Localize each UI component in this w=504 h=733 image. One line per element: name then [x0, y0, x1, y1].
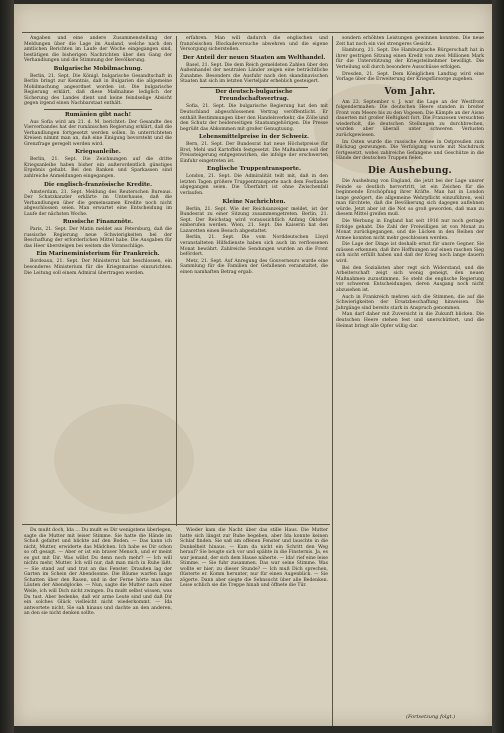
- article-text: Sofia, 21. Sept. Die bulgarische Regierung hat den mit Deutschland abgeschlossenen Vertrag veröffentlicht. Er enthält Bestimmungen über den Handelsverkehr, die Zölle und den Schutz der beiderseitigen Staatsangehörigen. Die Presse begrüßt das Abkommen mit großer Genugtuung.: [180, 104, 328, 132]
- article-text: Hamburg, 21. Sept. Die Hamburgische Bürgerschaft hat in ihrer gestrigen Sitzung einen Kredit von zwei Millionen Mark für die Unterstützung der Kriegsteilnehmer bewilligt. Die Verteilung soll durch besondere Ausschüsse erfolgen.: [336, 48, 484, 70]
- section-heading: Ein Marineministerium für Frankreich.: [36, 251, 160, 258]
- article-text: Die Aushebung von England, die jetzt bei der Lage unsrer Feinde so deutlich hervortritt, ist ein Zeichen für die beginnende Erschöpfung ihrer Kräfte. Man hat in London lange gezögert, die allgemeine Wehrpflicht einzuführen, weil man fürchtete, daß die Bevölkerung sich dagegen auflehnen würde. Jetzt aber ist die Not so groß geworden, daß man zu diesem Mittel greifen muß.: [336, 178, 484, 218]
- section-heading: Kriegsanleihe.: [75, 149, 121, 156]
- article-text: erfahren. Man will dadurch die englischen und französischen Blockadeversuche abwehren und die eigene Versorgung sicherstellen.: [180, 36, 328, 53]
- left-page-edge: [0, 0, 14, 733]
- section-heading: Russische Finanznöte.: [62, 219, 134, 226]
- column-1: [24, 36, 172, 277]
- section-heading: Lebensmittelpreise in der Schweiz.: [199, 134, 309, 141]
- newspaper-page: [14, 4, 492, 726]
- article-text: Bern, 21. Sept. Der Bundesrat hat neue Höchstpreise für Brot, Mehl und Kartoffeln festgesetzt. Die Maßnahme soll der Preissteigerung entgegenwirken, die infolge der erschwerten Einfuhr eingetreten ist.: [180, 142, 328, 164]
- column-2: [180, 36, 328, 277]
- section-heading: Kleine Nachrichten.: [222, 198, 286, 205]
- article-text: Paris, 21. Sept. Der Matin meldet aus Petersburg, daß die russische Regierung neue Schwierigkeiten bei der Beschaffung der erforderlichen Mittel habe. Die Ausgaben für das Heer übersteigen bei weitem die Voranschläge.: [24, 227, 172, 249]
- article-text: Berlin, 21. Sept. Die Königl. bulgarische Gesandtschaft in Berlin bringt zur Kenntnis, daß in Bulgarien die allgemeine Mobilmachung angeordnet worden ist. Die bulgarische Regierung erklärt, daß diese Maßnahme lediglich der Sicherung des Landes dient und keine feindselige Absicht gegen irgend einen Nachbarstaat enthält.: [24, 73, 172, 107]
- section-heading: Rumänien gibt nach!: [64, 111, 132, 118]
- section-heading: Bulgarische Mobilmachung.: [53, 65, 143, 72]
- article-text: sondern erhöhten Leistungen gewinnen konnten. Die neue Zeit hat noch ein viel strengeres Gesicht.: [336, 36, 484, 47]
- article-text: Auch in Frankreich mehren sich die Stimmen, die auf die Schwierigkeiten der Ersatzbeschaffung hinweisen. Die Jahrgänge sind bereits stark in Anspruch genommen.: [336, 294, 484, 311]
- novel-text: Du mußt doch, Ida ... Du mußt es Dir wenigstens überlegen, sagte die Mutter mit leiser Stimme. Sie hatte die Hände im Schoß gefaltet und blickte auf den Boden. — Das kann ich nicht, Mutter, erwiderte das Mädchen. Ich habe es Dir schon so oft gesagt. — Aber er ist ein braver Mensch, und er meint es gut mit Dir. Was willst Du denn noch mehr? — Ich will nichts mehr, Mutter. Ich will nur, daß man mich in Ruhe läßt. — Sie stand auf und trat an das Fenster. Draußen lag der Garten im Schein der Abendsonne. Die Bäume warfen lange Schatten über den Rasen, und in der Ferne hörte man das Läuten der Abendglocke. — Nun, sagte die Mutter nach einer Weile, ich will Dich nicht zwingen. Du mußt selbst wissen, was Du tust. Aber bedenke, daß wir arme Leute sind und daß Dir ein solches Glück vielleicht nicht wiederkommt. — Ida antwortete nicht. Sie sah hinaus und dachte an den anderen, an den sie nicht denken sollte.: [24, 528, 172, 617]
- article-text: Die Lage der Dinge ist deshalb ernst für unsre Gegner. Sie müssen erkennen, daß ihre Hoffnungen auf einen raschen Sieg sich nicht erfüllt haben und daß der Krieg noch lange dauern wird.: [336, 242, 484, 264]
- article-text: Metz, 21. Sept. Auf Anregung des Gouverneurs wurde eine Sammlung für die Familien der Gefallenen veranstaltet, die einen namhaften Betrag ergab.: [180, 258, 328, 275]
- feuilleton-column-2: [180, 528, 328, 590]
- column-rule-1: [176, 36, 177, 526]
- section-heading: Der Anteil der neuen Staaten am Welthandel.: [182, 54, 326, 61]
- right-page-edge: [492, 0, 504, 733]
- article-text: Bordeaux, 21. Sept. Der Ministerrat hat beschlossen, ein besonderes Ministerium für die Kriegsmarine einzurichten. Die Leitung soll einem Admiral übertragen werden.: [24, 259, 172, 276]
- article-text: Angaben und eine andere Zusammenstellung der Meldungen über die Lage im Ausland, welche nach den amtlichen Berichten im Laufe der Woche eingegangen sind, bestätigen die bisherigen Nachrichten über den Gang der Verhandlungen und die Stimmung der Bevölkerung.: [24, 36, 172, 64]
- section-heading: Die englisch-französische Kredite.: [43, 181, 153, 188]
- article-text: Im Osten wurde die russische Armee in Ostpreußen zum Rückzug gezwungen. Die Verfolgung wurde mit Nachdruck fortgesetzt, wobei zahlreiche Gefangene und Geschütze in die Hände der deutschen Truppen fielen.: [336, 139, 484, 162]
- column-3: [336, 36, 484, 330]
- section-title: Vom Jahr.: [384, 86, 436, 97]
- top-rule: [22, 32, 484, 33]
- article-text: Berlin, 21. Sept. Die vom Norddeutschen Lloyd veranstalteten Hilfsdienste haben sich auch im verflossenen Monat bewährt. Zahlreiche Sendungen wurden an die Front befördert.: [180, 235, 328, 258]
- article-text: Amsterdam, 21. Sept. Meldung des Reuterschen Bureaus. Der Schatzkanzler erklärte im Unterhause, daß die Verhandlungen über die gemeinsamen Kredite noch nicht abgeschlossen seien. Man erwartet eine Entscheidung im Laufe der nächsten Woche.: [24, 189, 172, 217]
- separator: [200, 87, 308, 88]
- article-text: Die Werbung in England hat seit 1916 nur noch geringe Erfolge gehabt. Die Zahl der Freiwilligen ist von Monat zu Monat zurückgegangen, und die Lücken in den Reihen der Armee konnten nicht mehr geschlossen werden.: [336, 218, 484, 241]
- separator: [44, 109, 152, 110]
- article-text: Man darf daher mit Zuversicht in die Zukunft blicken. Die deutschen Heere stehen fest und unerschüttert, und die Heimat bringt alle Opfer willig dar.: [336, 312, 484, 329]
- article-text: Berlin, 21. Sept. Die Zeichnungen auf die dritte Kriegsanleihe haben bisher ein außerordentlich günstiges Ergebnis gehabt. Bei den Banken und Sparkassen sind zahlreiche Anmeldungen eingegangen.: [24, 157, 172, 179]
- feuilleton-column-1: [24, 528, 172, 618]
- continuation-note: (Fortsetzung folgt.): [406, 714, 456, 720]
- section-heading: Der deutsch-bulgarische Freundschaftsvertrag.: [215, 89, 293, 103]
- novel-text: Wieder kam die Nacht über das stille Haus. Die Mutter hatte sich längst zur Ruhe begeben, aber Ida konnte keinen Schlaf finden. Sie saß am offenen Fenster und lauschte in die Dunkelheit hinaus. — Kam da nicht ein Schritt den Weg herauf? Sie beugte sich vor und spähte in die Finsternis. Ja, es war jemand, der sich dem Hause näherte. — Ida! rief eine leise Stimme. — Sie fuhr zusammen. Das war seine Stimme. Was wollte er hier, zu dieser Stunde? — Ich muß Dich sprechen, flüsterte er. Komm herunter, nur für einen Augenblick. — Sie zögerte. Dann aber siegte die Sehnsucht über alle Bedenken. Leise schlich sie die Treppe hinab und öffnete die Tür.: [180, 528, 328, 589]
- article-text: Bei den Sozialisten aber regt sich Widerstand, und die Arbeiterschaft zeigt sich wenig geneigt, den neuen Maßnahmen zuzustimmen. So steht die englische Regierung vor schweren Entscheidungen, deren Ausgang noch nicht abzusehen ist.: [336, 265, 484, 293]
- article-text: Basel, 21. Sept. Die dem Reich gemeldeten Zahlen über den Außenhandel der neutralen Länder zeigen eine beträchtliche Zunahme. Besonders die Ausfuhr nach den skandinavischen Staaten hat sich im letzten Vierteljahr erheblich gesteigert.: [180, 62, 328, 85]
- article-text: London, 21. Sept. Die Admiralität teilt mit, daß in den letzten Tagen größere Truppentransporte nach dem Festlande abgegangen seien. Die Überfahrt ist ohne Zwischenfall verlaufen.: [180, 174, 328, 196]
- column-rule-2: [332, 36, 333, 726]
- section-title: Die Aushebung.: [368, 165, 452, 176]
- feuilleton-rule: [22, 524, 330, 525]
- article-text: Berlin, 21. Sept. Wie der Reichsanzeiger meldet, ist der Bundesrat zu einer Sitzung zusammengetreten. Berlin, 21. Sept. Der Reichstag wird voraussichtlich Anfang Oktober einberufen werden. Wien, 21. Sept. Die Kaiserin hat den Lazaretten einen Besuch abgestattet.: [180, 206, 328, 234]
- article-text: Aus Sofia wird am 21. d. M. berichtet: Der Gesandte des Vierverbandes hat der rumänischen Regierung erklärt, daß die Verhandlungen fortgesetzt werden sollen. In unterrichteten Kreisen nimmt man an, daß eine Einigung bevorsteht und die Grenzfrage geregelt werden wird.: [24, 119, 172, 147]
- article-text: Am 23. September v. J. war die Lage an der Westfront folgendermaßen: Die deutschen Heere standen in breiter Front vom Meere bis zu den Vogesen. Die Kämpfe an der Aisne dauerten mit großer Heftigkeit fort. Die Franzosen versuchten wiederholt, die deutschen Stellungen zu durchbrechen, wurden aber überall unter schweren Verlusten zurückgewiesen.: [336, 99, 484, 139]
- article-text: Dresden, 21. Sept. Dem Königlichen Landtag wird eine Vorlage über die Erweiterung der Kriegsfürsorge zugehen.: [336, 71, 484, 83]
- section-heading: Englische Truppentransporte.: [207, 166, 301, 173]
